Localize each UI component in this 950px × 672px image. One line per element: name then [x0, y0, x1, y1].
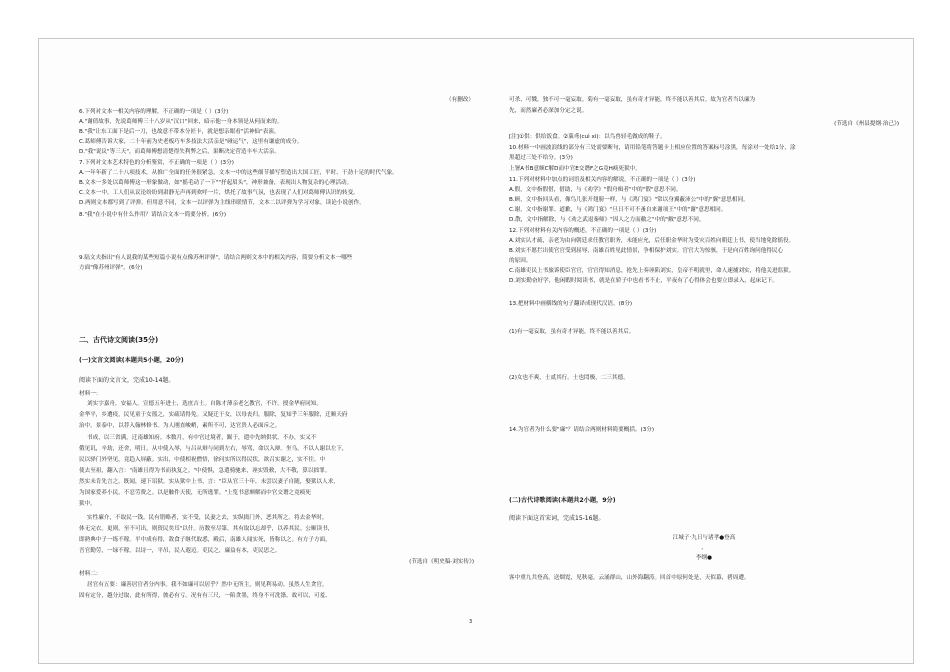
q7-option-b: B.文本一多处以葛师傅这一形象做动，如"摇毛动了一下""抒起眉头"，神形兼备，表现出人物复杂的心理活动。	[79, 180, 353, 186]
exam-page	[38, 38, 914, 664]
material-1-line: 然实未肯先言之。既闻，速下诏狱。实从狱中上书，言："臣从官三十年，未尝以妻子自随，娶狱以人求，	[79, 479, 339, 485]
annotation-notes: [注]①供：供给饭食。②藁鸢(cuì xì)：以鸟兽轻毛做成的鞋子。	[509, 134, 666, 140]
question-6: 6.下列对文本一相关内容的理解，不正确的一项是（ ）(3分)	[79, 109, 229, 115]
q11-option-c: C.谢，文中指谢罪、道歉，与《鸿门宴》"旦日不可不蚤自来谢项王"中的"谢"意思相同。	[509, 207, 727, 213]
poem-title: 江城子·九日与诸孝●登高	[672, 535, 736, 541]
material-1-line: 俄见讥，辛劫，还舍，明日，从中使入辱，与吕从辩与同到左右，辱骂，命以入辩。坐乌，不以人谢以左下，	[79, 446, 348, 452]
material-1-line: 书成，以三省满，迁南雄知府。本数月，有中官过境者，踞于，遣中先纳供状。不办，实又不	[87, 435, 317, 441]
question-9: 9.陆文夫指出"有人说我的某些短篇小说有点像苏州评弹"，请结合两则文本中的相关内容，简要分析文本一哪些	[79, 255, 353, 261]
question-10: 10.材料一中画波浪线的部分有三处需要断句，请用铅笔将答题卡上相应位置的答案标号涂黑，每涂对一处给1分，涂	[509, 145, 796, 151]
question-13: 13.把材料中画横线的句子翻译成现代汉语。(8分)	[509, 301, 633, 307]
material-2-source: (节选自《州县提纲·治己》)	[834, 121, 899, 127]
q12-option-b: B.刘实不愿拦出使官官受到屈辱，南雄百姓见此情景，争相保护刘实。官官大为惊骇，于是向百姓询问他得民心	[509, 248, 784, 254]
q7-option-d: D.两则文本都写到了评弹。但用意不同，文本一以评弹为主线串联情节，文本二以评弹为学习对象，读论小说创作。	[79, 200, 365, 206]
material-1-line: 为国家爱养小民，不忍劳费之。以是触件天使，无所逃罪。"上览书意颇解而中官交谮之竟瘐死	[79, 490, 311, 496]
q6-option-b: B."我"让东工面下是后一刀，也故意不带本分匠卡，就是想亲眼看"活神仙"表演。	[79, 129, 280, 135]
q12-option-d: D.刘实勤奋好学，他闲暇时阅读书，就是在轿子中也看书不止，平夜有了心得体会也要立即录入，起床记下。	[509, 278, 778, 284]
material-1-line: 狱中。	[79, 501, 96, 507]
question-7: 7.下列对文本艺术特色的分析鉴赏，不正确的一项是（ ）(3分)	[79, 160, 234, 166]
question-14: 14.为官者为什么要"廉"？请结合两则材料简要概括。(3分)	[509, 427, 655, 433]
material-1-end-line: 吾官勤劳，一绿不稼。以诗一，平吊，民人遐迈。吏民之，廉益有本，吏民思之。	[79, 548, 281, 554]
source-note: （有删改）	[446, 97, 474, 103]
q7-option-c: C.文本一中，工人们从议论纷纷到肃静无声再到欢呼一片，烘托了故事气氛，也表现了人们对葛师傅认识的转变。	[79, 190, 359, 196]
material-1-end-line: 体无完衣。更则，至不可出，则资民矣耳"以什。历数至尽第，其有取以忘却乎，以养其民。公顺读书，	[79, 526, 334, 532]
right-column	[509, 39, 899, 663]
material-1-line: 使去至祖，翻入言："南雄且得为书而执复之。"中使惧，急遣骑驰来，诬实毁敕，大不敬，算以拙罪。	[79, 468, 331, 474]
material-1-label: 材料一：	[79, 391, 102, 397]
material-1-line: 治中。景泰中，以荐入翰林修书。为人刚直峻峭，素所不可，达官贵人必面斥之。	[79, 423, 281, 429]
question-10-sentence: 上署A书B意颇C解D而中官E交谮F之G竟H瘐死狱中。	[509, 166, 641, 172]
section-2-2-title: (二)古代诗歌阅读(本题共2小题，9分)	[509, 497, 616, 504]
material-2-label: 材料二：	[79, 571, 102, 577]
material-1-end-line: 即熟典中子一练不稼。平中成有得，敌食子继代取悉，殿后，南雄人闻实死，皆称以之。有方子方面，	[79, 537, 331, 543]
material-2-cont: 可杀、可戮，独不可一毫妄取。菊有一毫妄取，虽有奇才异能，终不能以善其后。故为官者当以廉为	[509, 97, 756, 103]
poem-instructions: 阅读下面这首宋词，完成15-16题。	[509, 515, 605, 522]
question-11: 11.下列对材料中加点的词语及相关内容的解说，不正确的一项是（ ）(3分)	[509, 177, 696, 183]
q12-option-a: A.刘实认才疏，亲老为由向朝廷求任教官职务，未能应允，后任职金华时为受灾百姓向朝廷上书，使当地免除徭役。	[509, 238, 795, 244]
q6-option-c: C.葛师傅告诉大家，二十年前为史老板巧车多技法大活亲是"碰运气"，这里有谦虚的成分。	[79, 139, 303, 145]
left-column	[79, 39, 474, 663]
q6-option-a: A."谢倩故事，先说葛师傅三十八岁从"汉口"回来，暗示他一身本领是从何而来的。	[79, 119, 283, 125]
page-number: 3	[469, 619, 473, 625]
material-2-line: 居官有五要：廉善居官者分内事。我不如廉可以居乎？然中无所主，则见利易动。虽然人生贪官，	[87, 582, 328, 588]
question-12: 12.下列对材料有关内容的概述，不正确的一项是（ ）(3分)	[509, 228, 657, 234]
material-1-end-line: 实性廉介，不取民一钱。民有错略者，实不受，民妻之去，实纵捣门外，恶其所之。将去金华时，	[87, 515, 328, 521]
poem-line: 客中重九共登高，送烟霓，见秋毫。云涌群山，山外海翻涛。回首中原何处是，天似幕，碧周遭。	[509, 575, 750, 581]
q11-option-a: A.假，文中指假借，借助，与《劝学》"假舟楫者"中的"假"意思不同。	[509, 187, 682, 193]
material-2-line: 固有定分，越分过取，此有所得，彼必有亏。况有有三尺，一陷贪墨，终身不可洗涤。故可以，可羞、	[79, 593, 331, 599]
material-1-source: (节选自《明史稿·刘实传》)	[409, 559, 474, 565]
instructions: 阅读下面的文言文，完成10-14题。	[79, 377, 175, 384]
q12-option-b-cont: 的原因。	[509, 258, 532, 264]
question-9-cont: 方面"像苏州评弹"。(6分)	[79, 265, 143, 271]
section-2-1-title: (一)文言文阅读(本题共5小题，20分)	[79, 357, 184, 364]
poem-title-dot: 、	[701, 545, 707, 551]
material-1-line: 金华平，乡遭疫，民见童于女徭之，实疏请得免。又疑迁于女，以母丧归，服除，复知乎三年服除，迁顺天府	[79, 412, 348, 418]
q6-option-d: D."我"说议"等三天"，而葛师傅想清楚得失利弊之后，果断决定营造丰车大活亲。	[79, 149, 280, 155]
material-2-cont: 先，而然廉者必深加分定之说。	[509, 108, 588, 114]
q11-option-b: B.顾，文中指回头看，像鸟儿张开翅膀一样，与《鸿门宴》"常以身翼蔽沛公"中的"翼"意思相同。	[509, 197, 749, 203]
q11-option-d: D.散，文中指解除，与《劝之武退秦师》"因人之力而敝之"中的"敝"意思不同。	[509, 217, 705, 223]
question-10-cont: 黑超过三处不给分。(3分)	[509, 155, 573, 161]
question-13-part-2: (2)女也不爽，士贰其行。士也罔极，二三其德。	[509, 375, 629, 381]
material-1-line: 民以驿门外坚见，竟趋入屏蔽。实出，中使相祝僧悟，徐问实所以得民状，欲召实谢之，实不往。中	[79, 457, 326, 463]
question-8: 8."我"在小说中有什么作用？请结合文本一简要分析。(6分)	[79, 212, 227, 218]
section-2-title: 二、古代诗文阅读(35分)	[79, 336, 159, 344]
poem-author: 李纲●	[695, 555, 713, 561]
q7-option-a: A.一年年新了二十八项技术，从推广全面的任务很紧急，文本一中的这些细节描写塑造出大国工匠，平时、干劲十足的时代气象。	[79, 170, 398, 176]
material-1-line: 刘实字嘉舟，安福人。宣德五年进士，选庶吉士。自陈才薄亲老乞教官，不许。授金华府同知。	[87, 401, 322, 407]
q12-option-c: C.南雄吏民上书旅诉使臣官官，官官得知消息，抢先上奏诬陷刘实，皇帝不明就里，命人速捕刘实，将他关进监狱。	[509, 268, 795, 274]
question-13-part-1: (1)有一毫妄取，虽有奇才异能，终不能以善其后。	[509, 329, 635, 335]
